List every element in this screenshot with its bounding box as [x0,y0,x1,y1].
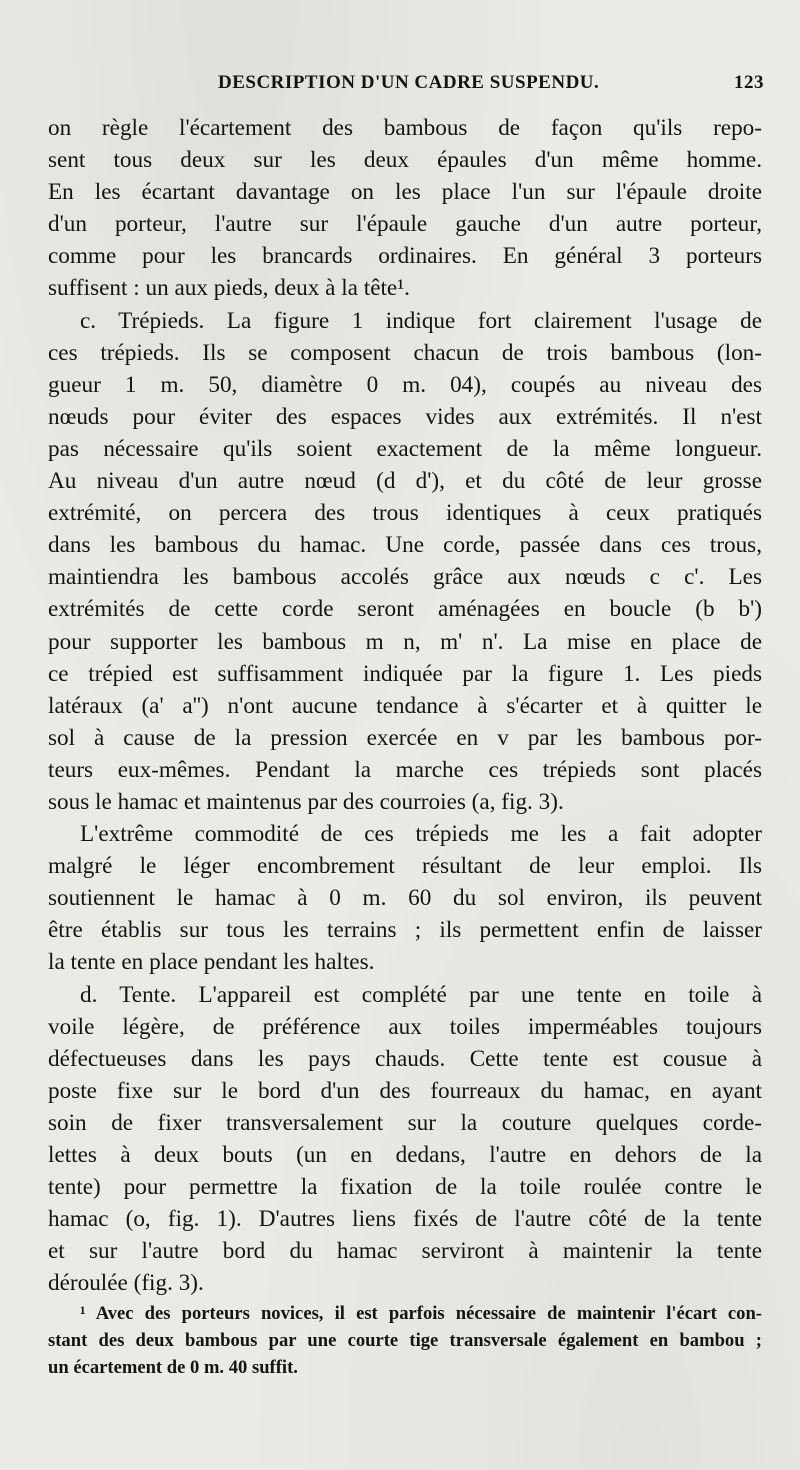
section-c-heading-line: c. Trépieds. La figure 1 indique fort clairement l'usage de [80,307,762,334]
page-number: 123 [734,72,764,93]
text-line: lettes à deux bouts (un en dedans, l'autre en dehors de la [48,1142,762,1168]
text-line: poste fixe sur le bord d'un des fourreaux du hamac, en ayant [48,1077,762,1104]
text-line: on règle l'écartement des bambous de façon qu'ils repo- [48,115,762,141]
text-line: malgré le léger encombrement résultant de leur emploi. Ils [48,853,762,880]
text-line: ces trépieds. Ils se composent chacun de trois bambous (lon- [48,339,762,366]
text-line: hamac (o, fig. 1). D'autres liens fixés de l'autre côté de la tente [48,1206,762,1233]
text-line: déroulée (fig. 3). [48,1270,204,1297]
text-line: d'un porteur, l'autre sur l'épaule gauche d'un autre porteur, [48,211,762,238]
text-line: et sur l'autre bord du hamac serviront à maintenir la tente [48,1238,762,1265]
text-line: latéraux (a' a'') n'ont aucune tendance à s'écarter et à quitter le [48,692,762,719]
footnote-line: stant des deux bambous par une courte tige transversale également en bambou ; [48,1330,762,1351]
text-line: maintiendra les bambous accolés grâce aux nœuds c c'. Les [48,564,762,591]
text-line: soutiennent le hamac à 0 m. 60 du sol environ, ils peuvent [48,885,762,912]
text-line: extrémité, on percera des trous identiques à ceux pratiqués [48,500,762,527]
text-line: tente) pour permettre la fixation de la toile roulée contre le [48,1174,762,1201]
running-title: DESCRIPTION D'UN CADRE SUSPENDU. [218,72,600,93]
text-line: pas nécessaire qu'ils soient exactement de la même longueur. [48,435,762,462]
body-text [48,112,762,1299]
text-line: sent tous deux sur les deux épaules d'un même homme. [48,147,762,174]
footnotes [48,1300,762,1381]
text-line: sol à cause de la pression exercée en v par les bambous por- [48,724,762,751]
text-line: ce trépied est suffisamment indiquée par la figure 1. Les pieds [48,660,762,687]
text-line: nœuds pour éviter des espaces vides aux extrémités. Il n'est [48,403,762,430]
text-line: voile légère, de préférence aux toiles imperméables toujours [48,1013,762,1040]
footnote-line: un écartement de 0 m. 40 suffit. [48,1357,298,1378]
text-line: la tente en place pendant les haltes. [48,949,375,976]
text-line: comme pour les brancards ordinaires. En général 3 porteurs [48,243,762,270]
text-line: En les écartant davantage on les place l'un sur l'épaule droite [48,179,762,206]
text-line: Au niveau d'un autre nœud (d d'), et du côté de leur grosse [48,468,762,495]
text-line: pour supporter les bambous m n, m' n'. La mise en place de [48,628,762,655]
text-line: extrémités de cette corde seront aménagées en boucle (b b') [48,596,762,623]
text-line: dans les bambous du hamac. Une corde, passée dans ces trous, [48,532,762,559]
text-line: suffisent : un aux pieds, deux à la tête¹. [48,275,410,302]
text-line: gueur 1 m. 50, diamètre 0 m. 04), coupés au niveau des [48,371,762,398]
section-d-heading-line: d. Tente. L'appareil est complété par une tente en toile à [80,981,762,1008]
text-line: sous le hamac et maintenus par des courroies (a, fig. 3). [48,788,564,815]
footnote-line: ¹ Avec des porteurs novices, il est parfois nécessaire de maintenir l'écart con- [80,1303,762,1324]
text-line: L'extrême commodité de ces trépieds me les a fait adopter [80,821,762,848]
text-line: être établis sur tous les terrains ; ils permettent enfin de laisser [48,917,762,944]
text-line: défectueuses dans les pays chauds. Cette tente est cousue à [48,1045,762,1072]
text-line: teurs eux-mêmes. Pendant la marche ces trépieds sont placés [48,756,762,783]
running-header [48,72,764,96]
text-line: soin de fixer transversalement sur la couture quelques corde- [48,1109,762,1136]
